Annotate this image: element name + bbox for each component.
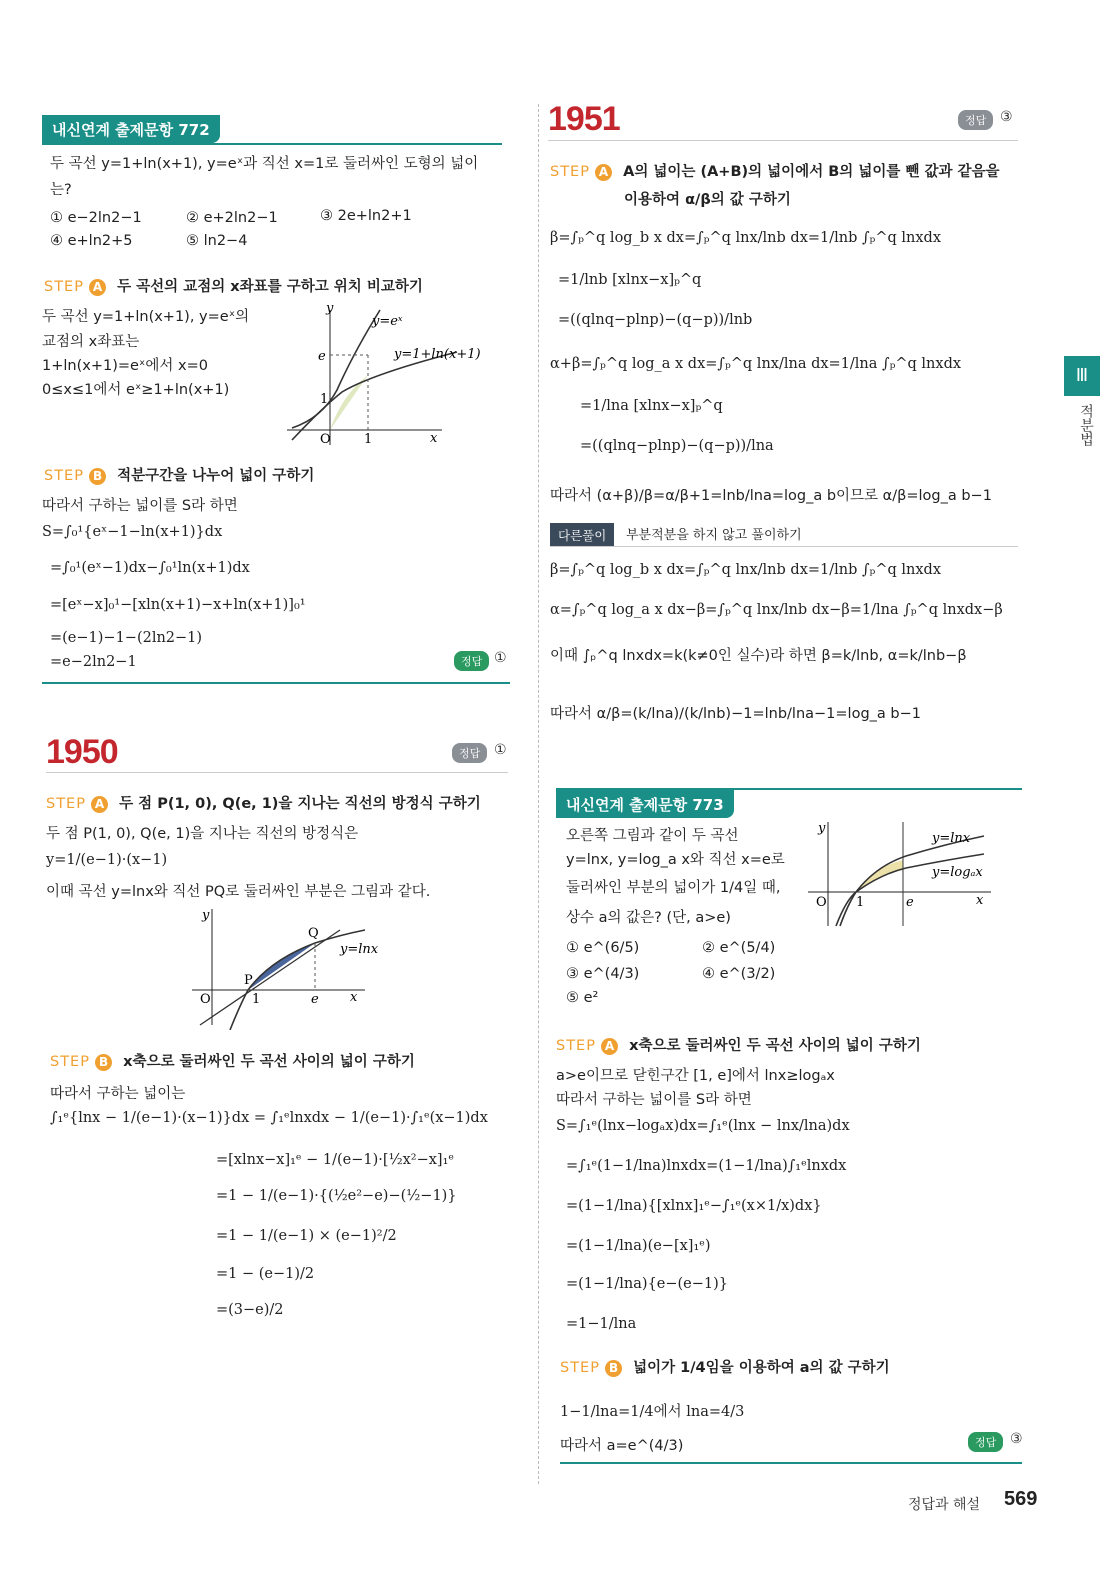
lab-e: e <box>906 895 914 910</box>
p1951-stepA-heading-cont: 이용하여 α/β의 값 구하기 <box>624 192 791 208</box>
step-letter: A <box>89 279 106 296</box>
p1950-rule <box>46 772 508 773</box>
q773-bottom-rule <box>560 1462 1022 1464</box>
step-label: STEP <box>50 1054 90 1070</box>
alt-solution-title: 부분적분을 하지 않고 풀이하기 <box>626 528 802 543</box>
problem-1950-number: 1950 <box>46 733 118 771</box>
q773-question-3: 둘러싸인 부분의 넓이가 1/4일 때, <box>566 880 781 896</box>
p1951-line-4: α+β=∫ₚ^q log_a x dx=∫ₚ^q lnx/lna dx=1/lna ∫ₚ^q lnxdx <box>550 356 962 372</box>
step-letter: B <box>95 1054 112 1071</box>
q773-stepA-line-3: S=∫₁ᵉ(lnx−logₐx)dx=∫₁ᵉ(lnx − lnx/lna)dx <box>556 1118 850 1134</box>
q772-choice-1: ① e−2ln2−1 <box>50 210 142 226</box>
q772-stepA-line-2: 교점의 x좌표는 <box>42 334 140 350</box>
q773-header-rule <box>556 788 1022 790</box>
q772-choice-3: ③ 2e+ln2+1 <box>320 208 412 224</box>
step-title: 두 곡선의 교점의 x좌표를 구하고 위치 비교하기 <box>117 279 423 295</box>
lab-1: 1 <box>252 992 261 1007</box>
step-title: 두 점 P(1, 0), Q(e, 1)을 지나는 직선의 방정식 구하기 <box>119 796 481 812</box>
alt-solution-tag: 다른풀이 <box>550 523 614 547</box>
q772-answer: ① <box>494 650 507 666</box>
lab-ln: y=lnx <box>932 831 971 846</box>
page-number: 569 <box>1004 1488 1038 1510</box>
q772-stepB-line-5: =(e−1)−1−(2ln2−1) <box>50 630 203 646</box>
lab-e: e <box>318 349 326 364</box>
q772-stepB-line-1: 따라서 구하는 넓이를 S라 하면 <box>42 498 238 514</box>
q772-graph <box>282 300 507 450</box>
q773-question-4: 상수 a의 값은? (단, a>e) <box>566 910 731 926</box>
q773-stepA-line-5: =(1−1/lna){[xlnx]₁ᵉ−∫₁ᵉ(x×1/x)dx} <box>566 1198 822 1214</box>
p1951-line-5: =1/lna [xlnx−x]ₚ^q <box>580 398 723 414</box>
p1951-line-1: β=∫ₚ^q log_b x dx=∫ₚ^q lnx/lnb dx=1/lnb ∫ₚ^q lnxdx <box>550 230 942 246</box>
q773-graph <box>806 818 1006 928</box>
chapter-tab-label: 적분법 <box>1078 404 1094 446</box>
p1951-rule <box>548 140 1018 141</box>
step-letter: A <box>601 1038 618 1055</box>
q772-stepB-line-6: =e−2ln2−1 <box>50 654 137 670</box>
step-letter: B <box>605 1360 622 1377</box>
p1950-stepB-line-4: =1 − 1/(e−1)·{(½e²−e)−(½−1)} <box>216 1188 457 1204</box>
q773-choice-5: ⑤ e² <box>566 990 599 1006</box>
q772-choice-4: ④ e+ln2+5 <box>50 233 133 249</box>
p1950-stepA-line-2: y=1/(e−1)·(x−1) <box>46 852 168 868</box>
lab-P: P <box>244 973 253 988</box>
q772-stepB-line-4: =[eˣ−x]₀¹−[xln(x+1)−x+ln(x+1)]₀¹ <box>50 597 306 613</box>
q773-choice-4: ④ e^(3/2) <box>702 966 776 982</box>
p1951-line-2: =1/lnb [xlnx−x]ₚ^q <box>558 272 702 288</box>
lab-y: y <box>202 908 210 923</box>
q772-answer-badge: 정답 <box>454 651 489 671</box>
column-divider <box>538 104 539 1484</box>
lab-ln: y=lnx <box>340 942 379 957</box>
exp-curve <box>292 310 380 428</box>
step-title: 넓이가 1/4임을 이용하여 a의 값 구하기 <box>633 1360 890 1376</box>
alt-rule <box>550 546 1018 547</box>
p1951-alt-line-4: 따라서 α/β=(k/lna)/(k/lnb)−1=lnb/lna−1=log_a b−1 <box>550 706 921 722</box>
step-letter: B <box>89 468 106 485</box>
q773-header: 내신연계 출제문항 773 <box>556 790 734 818</box>
q772-stepB-line-3: =∫₀¹(eˣ−1)dx−∫₀¹ln(x+1)dx <box>50 560 250 576</box>
q773-stepA-line-7: =(1−1/lna){e−(e−1)} <box>566 1276 729 1292</box>
footer-label: 정답과 해설 <box>908 1497 981 1513</box>
q772-stepA-line-3: 1+ln(x+1)=eˣ에서 x=0 <box>42 358 208 374</box>
q772-stepA-line-1: 두 곡선 y=1+ln(x+1), y=eˣ의 <box>42 309 250 325</box>
q773-choice-1: ① e^(6/5) <box>566 940 640 956</box>
lab-y: y <box>326 301 334 316</box>
lab-x: x <box>430 431 438 446</box>
q772-header: 내신연계 출제문항 772 <box>42 115 220 143</box>
p1950-answer: ① <box>494 742 507 758</box>
lab-y: y <box>818 821 826 836</box>
lab-1: 1 <box>856 895 865 910</box>
p1950-stepB-line-6: =1 − (e−1)/2 <box>216 1266 315 1282</box>
q773-stepB-line-2: 따라서 a=e^(4/3) <box>560 1438 684 1454</box>
shaded-region <box>248 943 315 990</box>
q773-stepB-heading <box>560 1356 890 1377</box>
q772-stepB-line-2: S=∫₀¹{eˣ−1−ln(x+1)}dx <box>42 524 223 540</box>
step-letter: A <box>595 164 612 181</box>
q772-question-cont: 는? <box>50 182 72 198</box>
step-label: STEP <box>560 1360 600 1376</box>
q773-stepA-line-1: a>e이므로 닫힌구간 [1, e]에서 lnx≥logₐx <box>556 1068 835 1084</box>
p1950-stepB-heading <box>50 1050 415 1071</box>
p1951-alt-line-2: α=∫ₚ^q log_a x dx−β=∫ₚ^q lnx/lnb dx−β=1/lna ∫ₚ^q lnxdx−β <box>550 602 1003 618</box>
p1950-graph <box>190 905 415 1030</box>
step-label: STEP <box>550 164 590 180</box>
q773-stepA-line-6: =(1−1/lna)(e−[x]₁ᵉ) <box>566 1238 711 1254</box>
p1951-stepA-heading <box>550 160 1000 181</box>
q773-choice-3: ③ e^(4/3) <box>566 966 640 982</box>
p1950-stepA-heading <box>46 792 481 813</box>
q772-choice-2: ② e+2ln2−1 <box>186 210 278 226</box>
ln-curve <box>836 836 984 926</box>
q772-header-rule <box>42 143 502 145</box>
step-label: STEP <box>44 468 84 484</box>
q773-stepB-line-1: 1−1/lna=1/4에서 lna=4/3 <box>560 1404 745 1420</box>
p1950-stepB-line-3: =[xlnx−x]₁ᵉ − 1/(e−1)·[½x²−x]₁ᵉ <box>216 1152 455 1168</box>
p1951-answer: ③ <box>1000 109 1013 125</box>
lab-1x: 1 <box>364 432 373 447</box>
problem-1951-number: 1951 <box>548 100 620 138</box>
step-title: A의 넓이는 (A+B)의 넓이에서 B의 넓이를 뺀 값과 같음을 <box>623 164 1000 180</box>
p1951-line-3: =((qlnq−plnp)−(q−p))/lnb <box>558 312 753 328</box>
q773-stepA-heading <box>556 1034 921 1055</box>
p1950-stepB-line-7: =(3−e)/2 <box>216 1302 284 1318</box>
step-label: STEP <box>44 279 84 295</box>
q773-choice-2: ② e^(5/4) <box>702 940 776 956</box>
step-label: STEP <box>556 1038 596 1054</box>
p1950-stepA-line-1: 두 점 P(1, 0), Q(e, 1)을 지나는 직선의 방정식은 <box>46 826 359 842</box>
p1951-alt-line-1: β=∫ₚ^q log_b x dx=∫ₚ^q lnx/lnb dx=1/lnb ∫ₚ^q lnxdx <box>550 562 942 578</box>
q772-stepA-heading <box>44 275 423 296</box>
q773-stepA-line-8: =1−1/lna <box>566 1316 637 1332</box>
line-PQ <box>200 930 340 1025</box>
lab-O: O <box>200 992 211 1007</box>
q773-question-1: 오른쪽 그림과 같이 두 곡선 <box>566 828 739 844</box>
step-label: STEP <box>46 796 86 812</box>
step-letter: A <box>91 796 108 813</box>
lab-ln: y=1+ln(x+1) <box>394 347 481 362</box>
p1951-line-6: =((qlnq−plnp)−(q−p))/lna <box>580 438 774 454</box>
p1950-stepB-line-2: ∫₁ᵉ{lnx − 1/(e−1)·(x−1)}dx = ∫₁ᵉlnxdx − 1/(e−1)·∫₁ᵉ(x−1)dx <box>50 1110 488 1126</box>
lab-exp: y=eˣ <box>372 314 403 329</box>
lab-1y: 1 <box>320 392 329 407</box>
p1950-stepA-line-3: 이때 곡선 y=lnx와 직선 PQ로 둘러싸인 부분은 그림과 같다. <box>46 884 431 900</box>
p1950-answer-badge: 정답 <box>452 743 487 763</box>
step-title: 적분구간을 나누어 넓이 구하기 <box>117 468 315 484</box>
step-title: x축으로 둘러싸인 두 곡선 사이의 넓이 구하기 <box>629 1038 921 1054</box>
ln-curve <box>292 352 457 440</box>
lab-Q: Q <box>308 926 319 941</box>
p1951-alt-line-3: 이때 ∫ₚ^q lnxdx=k(k≠0인 실수)라 하면 β=k/lnb, α=k/lnb−β <box>550 648 967 664</box>
lab-x: x <box>976 893 984 908</box>
lab-log: y=logₐx <box>932 865 983 880</box>
shaded-region <box>330 375 368 430</box>
q773-stepA-line-2: 따라서 구하는 넓이를 S라 하면 <box>556 1092 752 1108</box>
lab-e: e <box>311 992 319 1007</box>
chapter-tab: Ⅲ <box>1064 356 1100 396</box>
q772-bottom-rule <box>42 682 510 684</box>
q773-question-2: y=lnx, y=log_a x와 직선 x=e로 <box>566 852 785 868</box>
q773-answer-badge: 정답 <box>968 1432 1003 1452</box>
q773-stepA-line-4: =∫₁ᵉ(1−1/lna)lnxdx=(1−1/lna)∫₁ᵉlnxdx <box>566 1158 847 1174</box>
q772-question: 두 곡선 y=1+ln(x+1), y=eˣ과 직선 x=1로 둘러싸인 도형의 넓이 <box>50 156 479 172</box>
p1951-answer-badge: 정답 <box>958 110 993 130</box>
p1950-stepB-line-5: =1 − 1/(e−1) × (e−1)²/2 <box>216 1228 397 1244</box>
q772-stepA-line-4: 0≤x≤1에서 eˣ≥1+ln(x+1) <box>42 382 230 398</box>
q772-stepB-heading <box>44 464 314 485</box>
q773-answer: ③ <box>1010 1431 1023 1447</box>
lab-x: x <box>350 990 358 1005</box>
lab-O: O <box>320 432 331 447</box>
p1950-stepB-line-1: 따라서 구하는 넓이는 <box>50 1086 186 1102</box>
lab-O: O <box>816 895 827 910</box>
p1951-line-7: 따라서 (α+β)/β=α/β+1=lnb/lna=log_a b이므로 α/β=log_a b−1 <box>550 488 992 504</box>
step-title: x축으로 둘러싸인 두 곡선 사이의 넓이 구하기 <box>123 1054 415 1070</box>
q772-choice-5: ⑤ ln2−4 <box>186 233 248 249</box>
